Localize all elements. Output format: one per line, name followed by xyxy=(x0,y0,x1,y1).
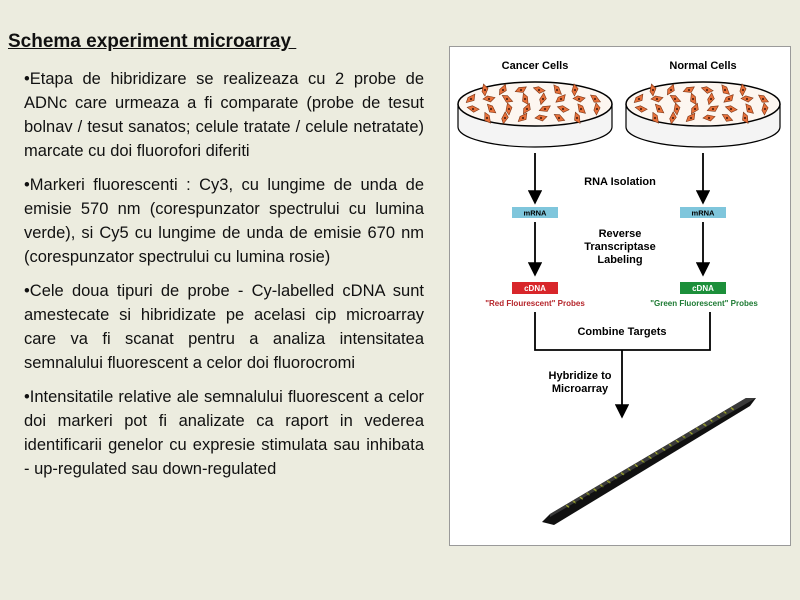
slide-title: Schema experiment microarray xyxy=(8,31,297,52)
microarray-spot xyxy=(671,445,673,447)
reverse-transcriptase-label-2: Transcriptase xyxy=(584,241,656,253)
cell-nucleus xyxy=(652,89,654,91)
microarray-spot xyxy=(609,482,611,484)
cell-nucleus xyxy=(488,98,490,100)
microarray-spot xyxy=(691,433,693,435)
cell-nucleus xyxy=(578,98,580,100)
cell-nucleus xyxy=(640,108,642,110)
cell-nucleus xyxy=(544,108,546,110)
bullet-list xyxy=(24,67,424,491)
microarray-spot xyxy=(726,413,728,415)
normal-cells-dish xyxy=(626,82,780,147)
cell-nucleus xyxy=(710,98,712,100)
cancer-cells-dish xyxy=(458,82,612,147)
microarray-spot xyxy=(650,457,652,459)
cell-nucleus xyxy=(506,98,508,100)
cell-nucleus xyxy=(658,108,660,110)
cell-nucleus xyxy=(562,108,564,110)
microarray-spot xyxy=(705,425,707,427)
cell-nucleus xyxy=(726,117,728,119)
green-fluorescent-probes-label: "Green Fluorescent" Probes xyxy=(650,299,758,308)
microarray-spot xyxy=(595,490,597,492)
microarray-spot xyxy=(643,462,645,464)
cell-nucleus xyxy=(670,89,672,91)
cell-nucleus xyxy=(688,89,690,91)
rna-isolation-label: RNA Isolation xyxy=(584,176,656,188)
cell-nucleus xyxy=(594,98,596,100)
bullet-fluorescent-markers: •Markeri fluorescenti : Cy3, cu lungime de unda de emisie 570 nm (corespunzator spectrului cu lumina verde), si Cy5 cu lungime de unda de emisie 670 nm (corespunzator spectrului cu lumina rosie) xyxy=(24,176,424,266)
microarray-spot xyxy=(630,470,632,472)
combine-targets-label: Combine Targets xyxy=(577,326,667,338)
hybridize-label-2: Microarray xyxy=(551,383,609,395)
cell-nucleus xyxy=(672,117,674,119)
cell-nucleus xyxy=(504,117,506,119)
microarray-spot xyxy=(623,474,625,476)
cell-nucleus xyxy=(576,117,578,119)
microarray-workflow-figure xyxy=(449,46,791,546)
cell-nucleus xyxy=(502,89,504,91)
cell-nucleus xyxy=(744,117,746,119)
microarray-spot xyxy=(712,421,714,423)
cell-nucleus xyxy=(520,89,522,91)
cell-nucleus xyxy=(558,117,560,119)
mrna-left-label: mRNA xyxy=(523,208,547,218)
cell-nucleus xyxy=(690,117,692,119)
cell-nucleus xyxy=(470,98,472,100)
microarray-spot xyxy=(636,466,638,468)
cell-nucleus xyxy=(656,98,658,100)
microarray-spot xyxy=(732,409,734,411)
red-fluorescent-probes-label: "Red Flourescent" Probes xyxy=(485,299,585,308)
cell-nucleus xyxy=(694,108,696,110)
cdna-right-label: cDNA xyxy=(692,284,714,293)
cell-nucleus xyxy=(472,108,474,110)
cell-nucleus xyxy=(542,98,544,100)
microarray-spot xyxy=(588,494,590,496)
cell-nucleus xyxy=(712,108,714,110)
cell-nucleus xyxy=(674,98,676,100)
cell-nucleus xyxy=(508,108,510,110)
cell-nucleus xyxy=(692,98,694,100)
microarray-chip xyxy=(542,398,756,525)
cell-nucleus xyxy=(654,117,656,119)
cell-nucleus xyxy=(486,117,488,119)
cancer-cells-label: Cancer Cells xyxy=(501,60,569,72)
microarray-spot xyxy=(616,478,618,480)
cell-nucleus xyxy=(522,117,524,119)
normal-cells-label: Normal Cells xyxy=(669,60,737,72)
reverse-transcriptase-label-1: Reverse xyxy=(598,228,642,240)
cell-nucleus xyxy=(764,108,766,110)
cell-nucleus xyxy=(746,98,748,100)
microarray-spot xyxy=(575,502,577,504)
cdna-left-label: cDNA xyxy=(524,284,546,293)
cell-nucleus xyxy=(580,108,582,110)
microarray-spot xyxy=(678,441,680,443)
cell-nucleus xyxy=(706,89,708,91)
cell-nucleus xyxy=(540,117,542,119)
reverse-transcriptase-label-3: Labeling xyxy=(597,254,643,266)
cell-nucleus xyxy=(538,89,540,91)
cell-nucleus xyxy=(708,117,710,119)
cell-nucleus xyxy=(484,89,486,91)
cell-nucleus xyxy=(742,89,744,91)
cell-nucleus xyxy=(556,89,558,91)
cell-nucleus xyxy=(730,108,732,110)
cell-nucleus xyxy=(574,89,576,91)
cell-nucleus xyxy=(524,98,526,100)
microarray-spot xyxy=(657,453,659,455)
bullet-hybridization-step: •Etapa de hibridizare se realizeaza cu 2 probe de ADNc care urmeaza a fi comparate (probe de tesut bolnav / tesut sanatos; celule tratate / celule netratate) marcate cu doi fluorofori diferiti xyxy=(24,70,424,160)
cell-nucleus xyxy=(728,98,730,100)
cell-nucleus xyxy=(490,108,492,110)
microarray-spot xyxy=(568,506,570,508)
microarray-spot xyxy=(684,437,686,439)
cell-nucleus xyxy=(748,108,750,110)
microarray-spot xyxy=(602,486,604,488)
microarray-spot xyxy=(719,417,721,419)
bullet-relative-intensity: •Intensitatile relative ale semnalului fluorescent a celor doi markeri pot fi analizate ca raport in vederea identificarii genelor cu expresie stimulata sau inhibata - up-regulated sau down-regulated xyxy=(24,388,424,478)
microarray-spot xyxy=(664,449,666,451)
hybridize-label-1: Hybridize to xyxy=(548,370,612,382)
cell-nucleus xyxy=(560,98,562,100)
cell-nucleus xyxy=(596,108,598,110)
cell-nucleus xyxy=(526,108,528,110)
bullet-mixed-probes: •Cele doua tipuri de probe - Cy-labelled cDNA sunt amestecate si hibridizate pe acelasi cip microarray care va fi scanat pentru a analiza intensitatea semnalului fluorescent a celor doi fluorocromi xyxy=(24,282,424,372)
cell-nucleus xyxy=(638,98,640,100)
cell-nucleus xyxy=(762,98,764,100)
microarray-spot xyxy=(582,498,584,500)
cell-nucleus xyxy=(676,108,678,110)
mrna-right-label: mRNA xyxy=(691,208,715,218)
microarray-spot xyxy=(698,429,700,431)
cell-nucleus xyxy=(724,89,726,91)
